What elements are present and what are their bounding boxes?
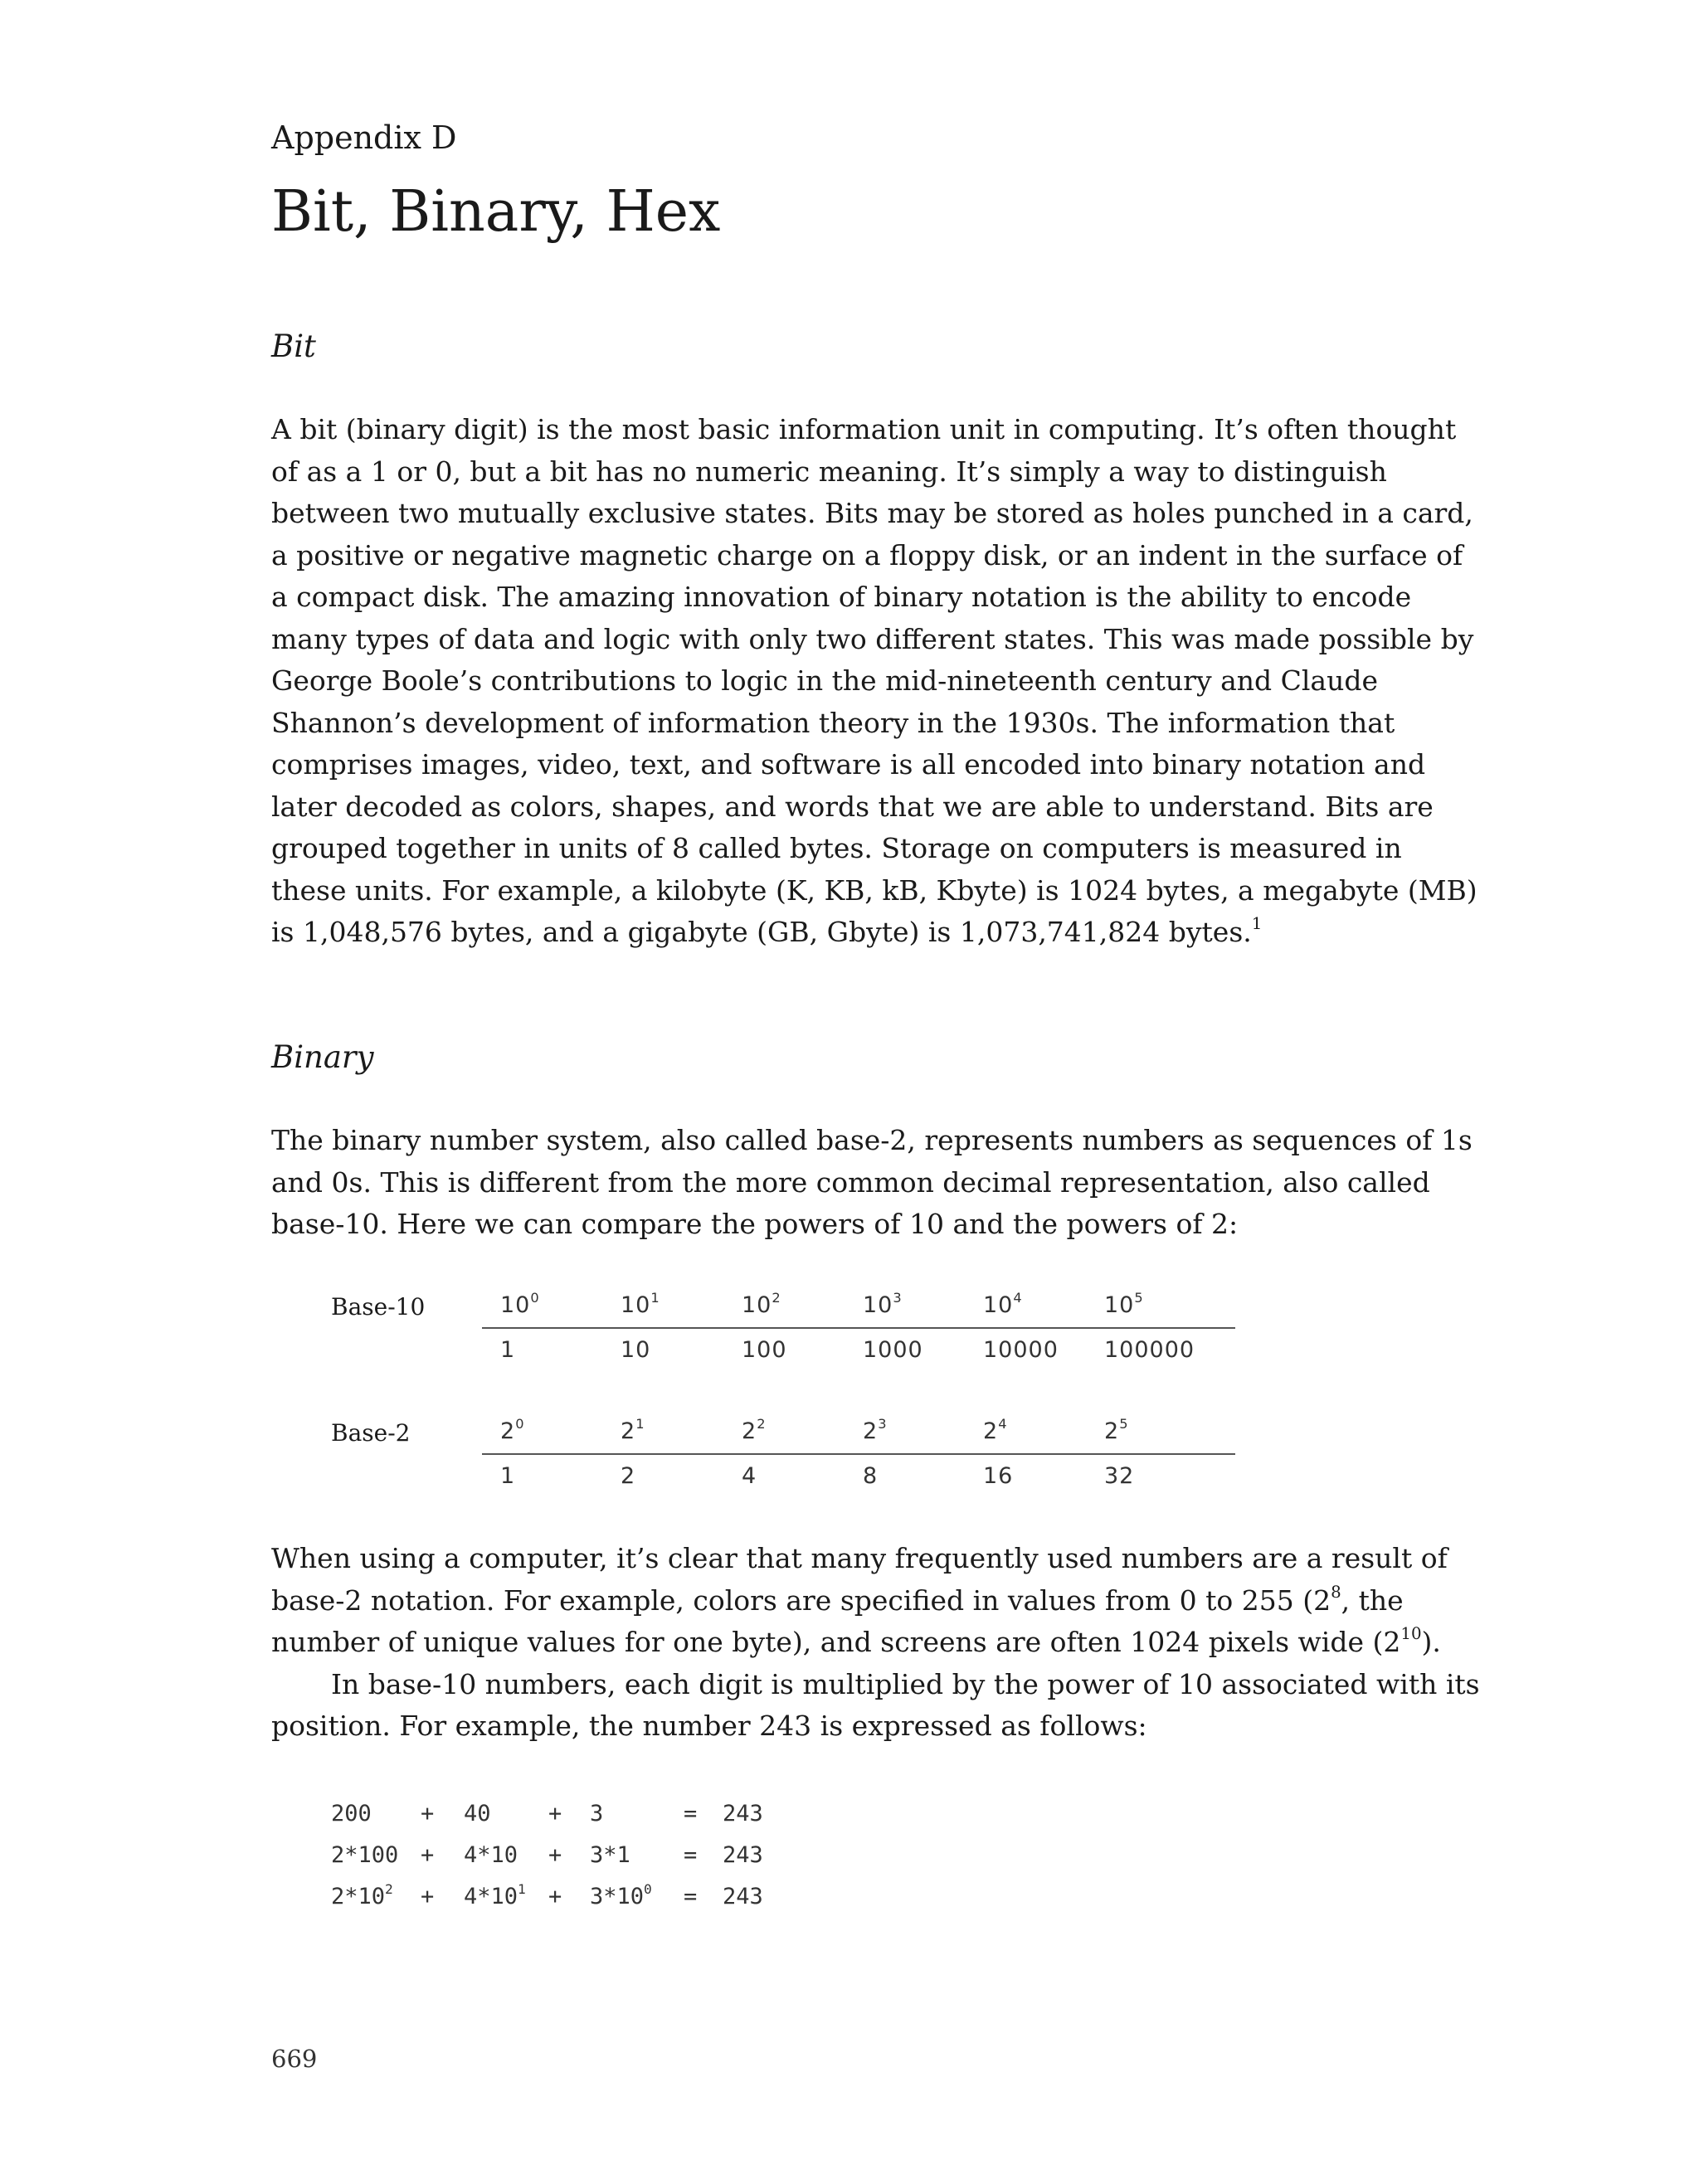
bit-paragraph-text: A bit (binary digit) is the most basic information unit in computing. It’s often thought of as a 1 or 0, but a bit has no numeric meaning. It’s simply a way to distinguish between two mutually exclusive states. Bits may be stored as holes punched in a card, a positive or negative magnetic charge on a floppy disk, or an indent in the surface of a compact disk. The amazing innovation of binary notation is the ability to encode many types of data and logic with only two different states. This was made possible by George Boole’s contributions to logic in the mid-nineteenth century and Claude Shannon’s development of information theory in the 1930s. The information that comprises images, video, text, and software is all encoded into binary notation and later decoded as colors, shapes, and words that we are able to understand. Bits are grouped together in units of 8 called bytes. Storage on computers is measured in these units. For example, a kilobyte (K, KB, kB, Kbyte) is 1024 bytes, a megabyte (MB) is 1,048,576 bytes, and a gigabyte (GB, Gbyte) is 1,073,741,824 bytes. — [271, 413, 1477, 948]
base10-value-3: 1000 — [863, 1337, 923, 1363]
appendix-label: Appendix D — [271, 119, 457, 156]
base10-power-3: $10^3$ — [863, 1289, 903, 1318]
plus-sign: + — [548, 1884, 562, 1909]
equation-term: 4*10 — [464, 1842, 518, 1868]
equation-result: 243 — [723, 1842, 763, 1868]
base10-power-1: $10^1$ — [621, 1289, 660, 1318]
plus-sign: + — [548, 1842, 562, 1868]
chapter-title: Bit, Binary, Hex — [271, 179, 721, 245]
usage-sup-8: 8 — [1331, 1582, 1341, 1602]
base10-powers-row — [482, 1287, 1235, 1329]
equation-term: $4*10^1$ — [464, 1880, 526, 1909]
base2-power-1: $2^1$ — [621, 1415, 645, 1444]
base2-value-0: 1 — [500, 1463, 516, 1489]
equation-term: $2*10^2$ — [331, 1880, 393, 1909]
base2-powers-row — [482, 1413, 1235, 1455]
base10-power-2: $10^2$ — [742, 1289, 781, 1318]
base2-values-row — [482, 1458, 1235, 1498]
base10-value-0: 1 — [500, 1337, 516, 1363]
equation-result: 243 — [723, 1801, 763, 1826]
equation-term: 2*100 — [331, 1842, 399, 1868]
base2-value-4: 16 — [983, 1463, 1014, 1489]
equation-term: $3*10^0$ — [590, 1880, 652, 1909]
equation-term: 3 — [590, 1801, 604, 1826]
equation-term: 200 — [331, 1801, 372, 1826]
base2-power-4: $2^4$ — [983, 1415, 1008, 1444]
base2-value-3: 8 — [863, 1463, 879, 1489]
plus-sign: + — [421, 1884, 435, 1909]
base2-value-1: 2 — [621, 1463, 636, 1489]
bit-paragraph — [271, 409, 1482, 954]
equation-row — [331, 1793, 829, 1835]
base10-label: Base-10 — [331, 1293, 426, 1321]
base10-power-0: $10^0$ — [500, 1289, 540, 1318]
equals-sign: = — [684, 1884, 698, 1909]
base10-value-5: 100000 — [1104, 1337, 1195, 1363]
binary-usage-paragraph — [271, 1538, 1482, 1748]
base2-power-5: $2^5$ — [1104, 1415, 1129, 1444]
equation-result: 243 — [723, 1884, 763, 1909]
base10-value-4: 10000 — [983, 1337, 1059, 1363]
plus-sign: + — [548, 1801, 562, 1826]
equation-term: 3*1 — [590, 1842, 630, 1868]
equation-row — [331, 1876, 829, 1918]
base2-power-0: $2^0$ — [500, 1415, 525, 1444]
section-heading-binary: Binary — [271, 1039, 374, 1075]
usage-sup-10: 10 — [1400, 1624, 1422, 1644]
base10-values-row — [482, 1332, 1235, 1372]
usage-text-2: , the number of unique values for one byte), and screens are often 1024 pixels wide (2 — [271, 1583, 1404, 1658]
section-heading-bit: Bit — [271, 328, 316, 364]
plus-sign: + — [421, 1801, 435, 1826]
equals-sign: = — [684, 1801, 698, 1826]
binary-intro: The binary number system, also called base-2, represents numbers as sequences of 1s and 0s. This is different from the more common decimal representation, also called base-10. Here we can compare the powers of 10 and the powers of 2: — [271, 1124, 1473, 1240]
base10-power-5: $10^5$ — [1104, 1289, 1144, 1318]
base10-value-2: 100 — [742, 1337, 787, 1363]
footnote-mark[interactable]: 1 — [1251, 914, 1263, 934]
base10-power-4: $10^4$ — [983, 1289, 1023, 1318]
base2-power-3: $2^3$ — [863, 1415, 888, 1444]
base10-position-paragraph: In base-10 numbers, each digit is multiplied by the power of 10 associated with its position. For example, the number 243 is expressed as follows: — [271, 1667, 1480, 1742]
base2-label: Base-2 — [331, 1419, 411, 1447]
equation-term: 40 — [464, 1801, 491, 1826]
usage-text-3: ). — [1421, 1626, 1441, 1658]
base2-value-5: 32 — [1104, 1463, 1135, 1489]
equation-row — [331, 1835, 829, 1876]
plus-sign: + — [421, 1842, 435, 1868]
page-number: 669 — [271, 2045, 318, 2073]
base2-power-2: $2^2$ — [742, 1415, 767, 1444]
usage-text-1: When using a computer, it’s clear that many frequently used numbers are a result of base-2 notation. For example, colors are specified in values from 0 to 255 (2 — [271, 1542, 1448, 1617]
equals-sign: = — [684, 1842, 698, 1868]
base10-value-1: 10 — [621, 1337, 651, 1363]
base2-value-2: 4 — [742, 1463, 757, 1489]
